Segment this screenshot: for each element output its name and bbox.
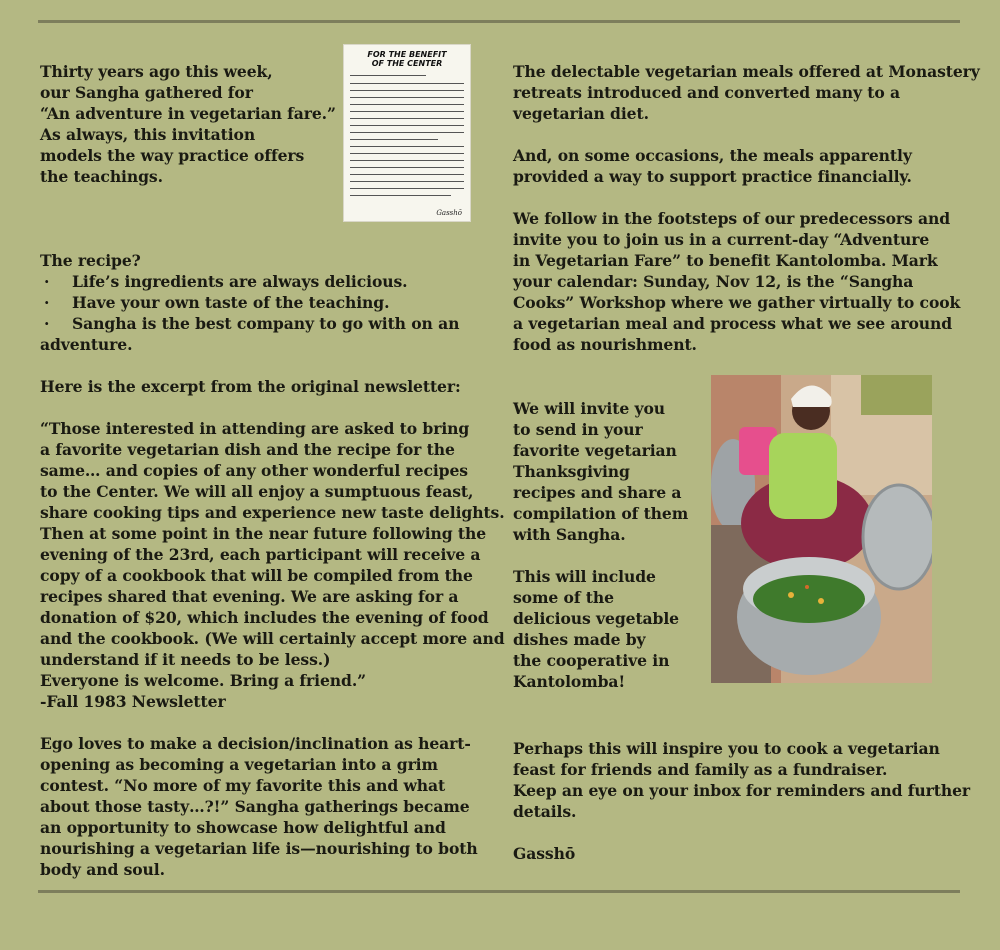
text-line: in Vegetarian Fare” to benefit Kantolomba. Mark xyxy=(513,251,938,270)
text-line: to send in your xyxy=(513,420,643,439)
ego-line: nourishing a vegetarian life is—nourishing to both xyxy=(40,839,478,858)
quote-line: same… and copies of any other wonderful recipes xyxy=(40,461,468,480)
ego-line: about those tasty…?!” Sangha gatherings became xyxy=(40,797,470,816)
text-line: The delectable vegetarian meals offered at Monastery xyxy=(513,62,980,81)
intro-line: our Sangha gathered for xyxy=(40,83,253,102)
bullet-continuation: adventure. xyxy=(40,335,133,354)
text-line: dishes made by xyxy=(513,630,646,649)
quote-line: understand if it needs to be less.) xyxy=(40,650,331,669)
text-line: We will invite you xyxy=(513,399,666,418)
paragraph-workshop xyxy=(513,208,980,355)
recipe-section xyxy=(40,250,505,355)
clip-heading-2: OF THE CENTER xyxy=(371,59,443,68)
bullet-text: Sangha is the best company to go with on an xyxy=(72,314,460,333)
text-line: vegetarian diet. xyxy=(513,104,649,123)
text-line: a vegetarian meal and process what we see around xyxy=(513,314,953,333)
paragraph-meals xyxy=(513,61,980,124)
text-line: some of the xyxy=(513,588,614,607)
text-line: with Sangha. xyxy=(513,525,626,544)
right-column xyxy=(513,61,980,355)
bullet-text: Have your own taste of the teaching. xyxy=(72,293,390,312)
text-line: invite you to join us in a current-day “Adventure xyxy=(513,230,930,249)
paragraph-invite xyxy=(513,398,688,545)
top-rule xyxy=(38,20,960,23)
excerpt-intro: Here is the excerpt from the original newsletter: xyxy=(40,377,461,396)
bullet-text: Life’s ingredients are always delicious. xyxy=(72,272,408,291)
bullet-dot: · xyxy=(44,272,50,291)
quote-attribution: -Fall 1983 Newsletter xyxy=(40,692,226,711)
kantolomba-cook-photo xyxy=(711,375,932,683)
text-line: favorite vegetarian xyxy=(513,441,677,460)
paragraph-closing xyxy=(513,738,970,822)
bullet-dot: · xyxy=(44,314,50,333)
intro-line: As always, this invitation xyxy=(40,125,256,144)
bullet-item xyxy=(40,313,505,334)
newsletter-quote xyxy=(40,418,505,712)
text-line: retreats introduced and converted many to a xyxy=(513,83,900,102)
intro-line: Thirty years ago this week, xyxy=(40,62,273,81)
intro-line: models the way practice offers xyxy=(40,146,305,165)
text-line: feast for friends and family as a fundraiser. xyxy=(513,760,888,779)
text-line: Keep an eye on your inbox for reminders and further xyxy=(513,781,971,800)
text-line: delicious vegetable xyxy=(513,609,679,628)
text-line: We follow in the footsteps of our predecessors and xyxy=(513,209,951,228)
quote-line: to the Center. We will all enjoy a sumptuous feast, xyxy=(40,482,474,501)
text-line: This will include xyxy=(513,567,656,586)
text-line: provided a way to support practice financially. xyxy=(513,167,912,186)
text-line: And, on some occasions, the meals apparently xyxy=(513,146,912,165)
recipe-heading: The recipe? xyxy=(40,251,141,270)
bottom-rule xyxy=(38,890,960,893)
invite-block xyxy=(513,398,688,692)
text-line: recipes and share a xyxy=(513,483,682,502)
bullet-item xyxy=(40,271,505,292)
intro-line: the teachings. xyxy=(40,167,163,186)
quote-line: Everyone is welcome. Bring a friend.” xyxy=(40,671,367,690)
text-line: the cooperative in xyxy=(513,651,670,670)
quote-line: recipes shared that evening. We are asking for a xyxy=(40,587,459,606)
text-line: Cooks” Workshop where we gather virtually to cook xyxy=(513,293,961,312)
ego-line: Ego loves to make a decision/inclination as heart- xyxy=(40,734,471,753)
intro-line: “An adventure in vegetarian fare.” xyxy=(40,104,336,123)
quote-line: share cooking tips and experience new taste delights. xyxy=(40,503,505,522)
bullet-dot: · xyxy=(44,293,50,312)
text-line: Perhaps this will inspire you to cook a vegetarian xyxy=(513,739,940,758)
text-line: details. xyxy=(513,802,577,821)
quote-line: a favorite vegetarian dish and the recipe for the xyxy=(40,440,455,459)
quote-line: donation of $20, which includes the evening of food xyxy=(40,608,489,627)
paragraph-financial xyxy=(513,145,980,187)
ego-line: contest. “No more of my favorite this and what xyxy=(40,776,446,795)
closing-block xyxy=(513,738,970,864)
ego-paragraph xyxy=(40,733,505,880)
signoff: Gasshō xyxy=(513,844,576,863)
text-line: Thanksgiving xyxy=(513,462,630,481)
newsletter-clipping-image xyxy=(343,44,471,222)
text-line: food as nourishment. xyxy=(513,335,697,354)
quote-line: and the cookbook. (We will certainly accept more and xyxy=(40,629,505,648)
text-line: Kantolomba! xyxy=(513,672,626,691)
paragraph-include xyxy=(513,566,688,692)
quote-line: evening of the 23rd, each participant will receive a xyxy=(40,545,481,564)
clip-handwriting xyxy=(344,73,470,203)
bullet-item xyxy=(40,292,505,313)
quote-line: “Those interested in attending are asked to bring xyxy=(40,419,470,438)
text-line: compilation of them xyxy=(513,504,689,523)
quote-line: copy of a cookbook that will be compiled from the xyxy=(40,566,473,585)
quote-line: Then at some point in the near future following the xyxy=(40,524,487,543)
clip-heading-1: FOR THE BENEFIT xyxy=(367,50,447,59)
ego-line: body and soul. xyxy=(40,860,165,879)
text-line: your calendar: Sunday, Nov 12, is the “Sangha xyxy=(513,272,914,291)
ego-line: an opportunity to showcase how delightful and xyxy=(40,818,446,837)
clip-signature: Gasshō xyxy=(436,209,462,217)
ego-line: opening as becoming a vegetarian into a grim xyxy=(40,755,438,774)
